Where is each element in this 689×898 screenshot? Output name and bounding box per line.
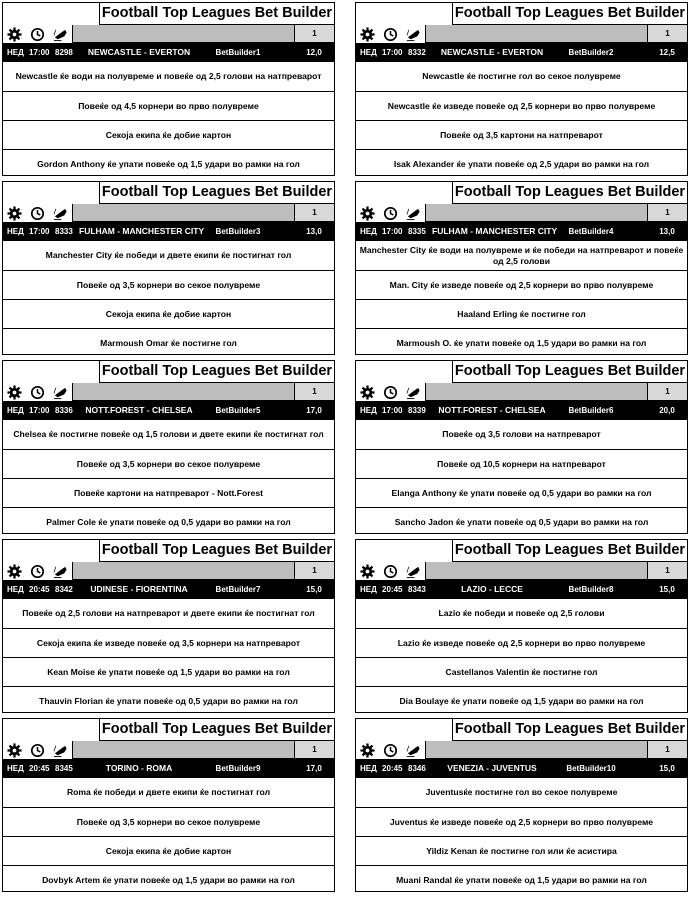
builder-name: BetBuilder4 (568, 227, 614, 236)
match-teams: NEWCASTLE - EVERTON (87, 47, 191, 57)
clock-icon (30, 27, 45, 42)
title-row (3, 540, 334, 562)
match-code: 8343 (408, 585, 426, 594)
match-row (356, 43, 687, 62)
bet-selection: Thauvin Florian ќе упати повеќе од 0,5 удари во рамки на гол (3, 686, 334, 714)
football-boot-icon (406, 385, 421, 400)
bet-selection: Секоја екипа ќе добие картон (3, 836, 334, 865)
clock-icon (30, 564, 45, 579)
card-number: 1 (294, 383, 334, 400)
match-teams: UDINESE - FIORENTINA (90, 584, 188, 594)
icon-row (3, 25, 334, 43)
bet-selection: Isak Alexander ќе упати повеќе од 2,5 удари во рамки на гол (356, 149, 687, 177)
title-row (3, 719, 334, 741)
bet-list (3, 778, 334, 893)
match-code: 8346 (408, 764, 426, 773)
card-title: Football Top Leagues Bet Builder (99, 361, 334, 383)
match-teams: FULHAM - MANCHESTER CITY (432, 226, 558, 236)
clock-icon (30, 206, 45, 221)
bet-selection: Manchester City ќе води на полувреме и ќе победи на натпреварот и повеќе од 2,5 голови (359, 244, 684, 266)
card-number: 1 (294, 741, 334, 758)
clock-icon (383, 27, 398, 42)
bet-selection: Повеќе од 10,5 корнери на натпреварот (356, 449, 687, 478)
bet-selection: Повеќе од 4,5 корнери во прво полувреме (3, 91, 334, 120)
bet-selection: Секоја екипа ќе добие картон (3, 299, 334, 328)
bet-selection: Haaland Erling ќе постигне гол (356, 299, 687, 328)
match-teams: NOTT.FOREST - CHELSEA (438, 405, 546, 415)
match-row (3, 222, 334, 241)
bet-card (355, 181, 688, 355)
football-boot-icon (406, 206, 421, 221)
match-row (3, 580, 334, 599)
bet-selection: Castellanos Valentin ќе постигне гол (356, 657, 687, 686)
odds-value: 13,0 (306, 227, 322, 236)
odds-value: 12,5 (659, 48, 675, 57)
match-row (3, 759, 334, 778)
bet-list (356, 62, 687, 177)
icon-group (3, 204, 73, 222)
match-time: 20:45 (29, 585, 50, 594)
football-boot-icon (406, 564, 421, 579)
match-day: НЕД (7, 764, 24, 773)
match-row (3, 401, 334, 420)
icon-group (356, 204, 426, 222)
card-title: Football Top Leagues Bet Builder (452, 540, 687, 562)
match-code: 8298 (55, 48, 73, 57)
match-day: НЕД (360, 406, 377, 415)
bet-list (3, 241, 334, 356)
title-row (356, 540, 687, 562)
bet-selection: Повеќе од 3,5 корнери во секое полувреме (3, 270, 334, 299)
bet-card (2, 2, 335, 176)
bet-selection: Juventusќе постигне гол во секое полувреме (425, 787, 618, 797)
bet-selection: Juventus ќе изведе повеќе од 2,5 корнери во прво полувреме (356, 807, 687, 836)
match-code: 8342 (55, 585, 73, 594)
bet-selection: Gordon Anthony ќе упати повеќе од 1,5 удари во рамки на гол (3, 149, 334, 177)
title-row (356, 719, 687, 741)
clock-icon (30, 385, 45, 400)
card-title: Football Top Leagues Bet Builder (99, 540, 334, 562)
match-row (356, 580, 687, 599)
odds-value: 15,0 (306, 585, 322, 594)
icon-row (3, 741, 334, 759)
bet-selection: Chelsea ќе постигне повеќе од 1,5 голови и двете екипи ќе постигнат гол (13, 429, 324, 439)
title-row (3, 3, 334, 25)
match-day: НЕД (360, 764, 377, 773)
bet-card (355, 718, 688, 892)
bet-selection: Повеќе од 3,5 картони на натпреварот (356, 120, 687, 149)
bet-selection: Newcastle ќе изведе повеќе од 2,5 корнери во прво полувреме (356, 91, 687, 120)
icon-row (356, 741, 687, 759)
football-boot-icon (406, 743, 421, 758)
bet-card (2, 539, 335, 713)
match-teams: NEWCASTLE - EVERTON (440, 47, 544, 57)
gear-icon (360, 206, 375, 221)
clock-icon (383, 743, 398, 758)
bet-list (3, 599, 334, 714)
match-teams: VENEZIA - JUVENTUS (447, 763, 537, 773)
bet-selection: Marmoush O. ќе упати повеќе од 1,5 удари во рамки на гол (356, 328, 687, 356)
match-day: НЕД (7, 585, 24, 594)
bet-selection: Секоја екипа ќе добие картон (3, 120, 334, 149)
gear-icon (360, 385, 375, 400)
bet-selection: Kean Moise ќе упати повеќе од 1,5 удари во рамки на гол (3, 657, 334, 686)
match-teams: LAZIO - LECCE (461, 584, 523, 594)
title-row (3, 182, 334, 204)
match-code: 8333 (55, 227, 73, 236)
builder-name: BetBuilder8 (568, 585, 614, 594)
bet-list (356, 241, 687, 356)
bet-selection: Lazio ќе изведе повеќе од 2,5 корнери во прво полувреме (356, 628, 687, 657)
clock-icon (383, 385, 398, 400)
card-title: Football Top Leagues Bet Builder (99, 719, 334, 741)
card-number: 1 (647, 741, 687, 758)
builder-name: BetBuilder10 (566, 764, 616, 773)
gear-icon (7, 564, 22, 579)
gear-icon (360, 743, 375, 758)
gear-icon (7, 27, 22, 42)
bet-selection: Manchester City ќе победи и двете екипи ќе постигнат гол (45, 250, 292, 260)
card-title: Football Top Leagues Bet Builder (452, 719, 687, 741)
title-row (356, 3, 687, 25)
odds-value: 17,0 (306, 406, 322, 415)
bet-selection: Повеќе од 2,5 голови на натпреварот и двете екипи ќе постигнат гол (22, 608, 315, 618)
title-row (356, 182, 687, 204)
icon-row (3, 562, 334, 580)
icon-row (3, 204, 334, 222)
bet-selection: Dia Boulaye ќе упати повеќе од 1,5 удари во рамки на гол (356, 686, 687, 714)
match-row (356, 222, 687, 241)
football-boot-icon (53, 743, 68, 758)
icon-group (3, 562, 73, 580)
bet-list (356, 599, 687, 714)
match-row (356, 759, 687, 778)
match-time: 20:45 (29, 764, 50, 773)
bet-selection: Newcastle ќе води на полувреме и повеќе од 2,5 голови на натпреварот (15, 71, 322, 81)
card-number: 1 (294, 25, 334, 42)
bet-selection: Elanga Anthony ќе упати повеќе од 0,5 удари во рамки на гол (356, 478, 687, 507)
icon-group (3, 383, 73, 401)
match-time: 17:00 (29, 406, 50, 415)
card-title: Football Top Leagues Bet Builder (452, 361, 687, 383)
match-day: НЕД (7, 227, 24, 236)
bet-list (356, 778, 687, 893)
football-boot-icon (53, 206, 68, 221)
football-boot-icon (53, 27, 68, 42)
builder-name: BetBuilder1 (215, 48, 261, 57)
bet-list (356, 420, 687, 535)
builder-name: BetBuilder7 (215, 585, 261, 594)
odds-value: 20,0 (659, 406, 675, 415)
bet-selection: Lazio ќе победи и повеќе од 2,5 голови (438, 608, 605, 618)
match-time: 17:00 (382, 227, 403, 236)
bet-list (3, 420, 334, 535)
bet-selection: Секоја екипа ќе изведе повеќе од 3,5 корнери на натпреварот (3, 628, 334, 657)
match-code: 8335 (408, 227, 426, 236)
match-time: 17:00 (29, 227, 50, 236)
builder-name: BetBuilder3 (215, 227, 261, 236)
clock-icon (30, 743, 45, 758)
match-time: 17:00 (382, 406, 403, 415)
bet-selection: Dovbyk Artem ќе упати повеќе од 1,5 удари во рамки на гол (3, 865, 334, 893)
bet-selection: Повеќе од 3,5 корнери во секое полувреме (3, 449, 334, 478)
football-boot-icon (53, 564, 68, 579)
match-day: НЕД (360, 48, 377, 57)
match-teams: NOTT.FOREST - CHELSEA (85, 405, 193, 415)
bet-selection: Palmer Cole ќе упати повеќе од 0,5 удари во рамки на гол (3, 507, 334, 535)
match-row (356, 401, 687, 420)
bet-card (2, 360, 335, 534)
match-time: 20:45 (382, 585, 403, 594)
icon-group (3, 25, 73, 43)
match-teams: FULHAM - MANCHESTER CITY (79, 226, 205, 236)
card-number: 1 (294, 562, 334, 579)
bet-selection: Newcastle ќе постигне гол во секое полувреме (422, 71, 621, 81)
icon-group (3, 741, 73, 759)
match-code: 8336 (55, 406, 73, 415)
bet-card (355, 539, 688, 713)
title-row (3, 361, 334, 383)
builder-name: BetBuilder2 (568, 48, 614, 57)
match-day: НЕД (7, 406, 24, 415)
icon-row (356, 25, 687, 43)
gear-icon (7, 743, 22, 758)
icon-row (356, 562, 687, 580)
bet-card (355, 2, 688, 176)
gear-icon (360, 27, 375, 42)
bet-selection: Man. City ќе изведе повеќе од 2,5 корнери во прво полувреме (356, 270, 687, 299)
bet-card (355, 360, 688, 534)
match-time: 20:45 (382, 764, 403, 773)
bet-list (3, 62, 334, 177)
icon-group (356, 562, 426, 580)
bet-selection: Sancho Jadon ќе упати повеќе од 0,5 удари во рамки на гол (356, 507, 687, 535)
builder-name: BetBuilder9 (215, 764, 261, 773)
builder-name: BetBuilder5 (215, 406, 261, 415)
card-title: Football Top Leagues Bet Builder (99, 182, 334, 204)
match-code: 8332 (408, 48, 426, 57)
match-time: 17:00 (29, 48, 50, 57)
clock-icon (383, 206, 398, 221)
card-number: 1 (647, 562, 687, 579)
icon-row (3, 383, 334, 401)
odds-value: 15,0 (659, 764, 675, 773)
match-row (3, 43, 334, 62)
title-row (356, 361, 687, 383)
icon-group (356, 383, 426, 401)
bet-selection: Roma ќе победи и двете екипи ќе постигнат гол (66, 787, 271, 797)
match-code: 8339 (408, 406, 426, 415)
bet-card (2, 718, 335, 892)
bet-selection: Muani Randal ќе упати повеќе од 1,5 удари во рамки на гол (356, 865, 687, 893)
card-title: Football Top Leagues Bet Builder (452, 182, 687, 204)
icon-group (356, 25, 426, 43)
odds-value: 15,0 (659, 585, 675, 594)
bet-selection: Marmoush Omar ќе постигне гол (3, 328, 334, 356)
card-number: 1 (647, 383, 687, 400)
match-code: 8345 (55, 764, 73, 773)
card-number: 1 (647, 25, 687, 42)
bet-selection: Повеќе картони на натпреварот - Nott.Forest (3, 478, 334, 507)
match-teams: TORINO - ROMA (105, 763, 173, 773)
match-day: НЕД (7, 48, 24, 57)
icon-row (356, 204, 687, 222)
card-title: Football Top Leagues Bet Builder (452, 3, 687, 25)
bet-card (2, 181, 335, 355)
card-number: 1 (294, 204, 334, 221)
match-day: НЕД (360, 585, 377, 594)
icon-row (356, 383, 687, 401)
card-number: 1 (647, 204, 687, 221)
match-day: НЕД (360, 227, 377, 236)
bet-selection: Повеќе од 3,5 голови на натпреварот (442, 429, 601, 439)
match-time: 17:00 (382, 48, 403, 57)
odds-value: 13,0 (659, 227, 675, 236)
football-boot-icon (53, 385, 68, 400)
football-boot-icon (406, 27, 421, 42)
bet-selection: Yildiz Kenan ќе постигне гол или ќе асистира (356, 836, 687, 865)
clock-icon (383, 564, 398, 579)
gear-icon (7, 385, 22, 400)
gear-icon (7, 206, 22, 221)
card-title: Football Top Leagues Bet Builder (99, 3, 334, 25)
odds-value: 17,0 (306, 764, 322, 773)
bet-selection: Повеќе од 3,5 корнери во секое полувреме (3, 807, 334, 836)
builder-name: BetBuilder6 (568, 406, 614, 415)
gear-icon (360, 564, 375, 579)
odds-value: 12,0 (306, 48, 322, 57)
icon-group (356, 741, 426, 759)
